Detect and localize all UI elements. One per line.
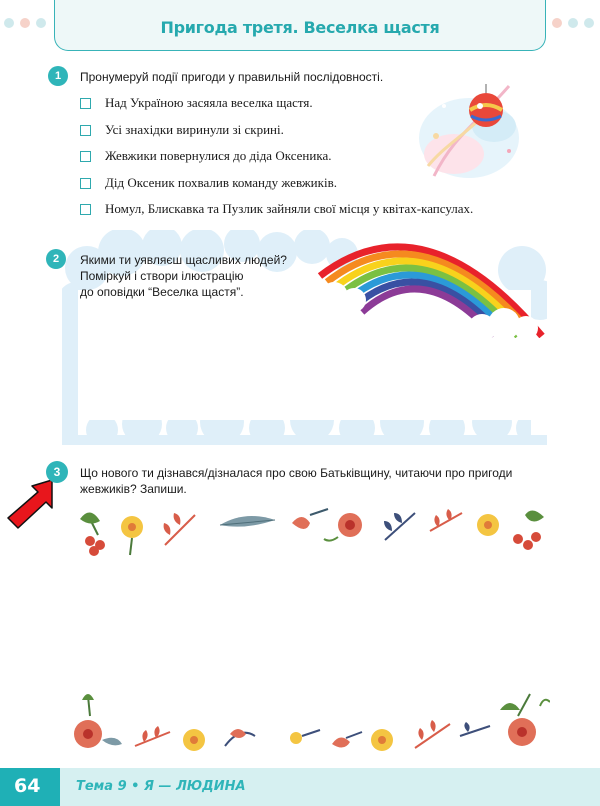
flower-icon [290, 730, 320, 744]
footer [0, 768, 600, 806]
task-2-line-1: Якими ти уявляєш щасливих людей? [80, 253, 287, 267]
flower-icon [183, 729, 205, 751]
checkbox[interactable] [80, 151, 91, 162]
flower-icon [324, 513, 362, 541]
list-item[interactable] [80, 175, 337, 191]
floral-border-bottom [70, 686, 550, 756]
leaf-icon [135, 726, 170, 746]
flower-icon [371, 729, 393, 751]
list-item[interactable] [80, 201, 473, 217]
leaf-icon [430, 509, 462, 531]
flower-icon [225, 729, 255, 746]
page-number: 64 [14, 775, 41, 797]
checkbox[interactable] [80, 98, 91, 109]
task-3-line-1: Що нового ти дізнався/дізналася про свою Батьківщину, читаючи про пригоди [80, 466, 513, 480]
item-label: Над Україною засяяла веселка щастя. [105, 95, 313, 110]
item-label: Номул, Блискавка та Пузлик зайняли свої місця у квітах-капсулах. [105, 201, 474, 216]
flower-icon [121, 516, 143, 555]
page-title: Пригода третя. Веселка щастя [160, 18, 440, 37]
task-3-line-2: жевжиків? Запиши. [80, 482, 187, 496]
leaf-icon [220, 516, 275, 527]
task-2-badge: 2 [46, 249, 66, 269]
berry-icon [80, 512, 105, 556]
flower-icon [477, 514, 499, 536]
item-label: Усі знахідки виринули зі скрині. [105, 122, 284, 137]
footer-topic: Тема 9 • Я — ЛЮДИНА [76, 779, 246, 794]
flower-icon [332, 732, 362, 748]
floral-border-top [70, 505, 550, 565]
leaf-icon [460, 722, 490, 736]
checkbox[interactable] [80, 204, 91, 215]
task-1-prompt: Пронумеруй події пригоди у правильній послідовності. [80, 70, 384, 84]
flower-icon [74, 694, 122, 748]
task-2-line-2: Поміркуй і створи ілюстрацію [80, 269, 244, 283]
title-tab [54, 0, 546, 51]
leaf-icon [415, 720, 450, 748]
flower-icon [292, 509, 328, 529]
leaf-icon [164, 513, 195, 545]
list-item[interactable] [80, 95, 313, 111]
task-2-line-3: до оповідки “Веселка щастя”. [80, 285, 244, 299]
leaf-icon [384, 513, 415, 540]
red-arrow-icon [2, 476, 58, 534]
task-1-badge: 1 [48, 66, 68, 86]
checkbox[interactable] [80, 178, 91, 189]
berry-icon [513, 510, 544, 550]
item-label: Жевжики повернулися до діда Оксеника. [105, 148, 332, 163]
item-label: Дід Оксеник похвалив команду жевжиків. [105, 175, 337, 190]
flower-icon [500, 694, 550, 746]
list-item[interactable] [80, 148, 331, 164]
checkbox[interactable] [80, 125, 91, 136]
rainbow-illustration [314, 226, 546, 338]
list-item[interactable] [80, 122, 284, 138]
ornament-sphere-illustration [414, 66, 524, 184]
task-3-badge: 3 [46, 461, 68, 483]
